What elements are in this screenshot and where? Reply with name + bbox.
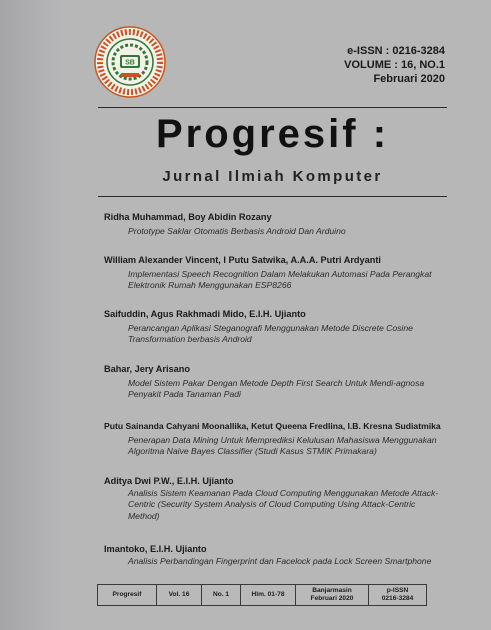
cover-footer-table [97,584,427,606]
top-divider [98,107,447,108]
issn-block [344,44,445,86]
article-authors: Putu Sainanda Cahyani Moonallika, Ketut Queena Fredlina, I.B. Kresna Sudiatmika [104,421,441,431]
footer-journal: Progresif [98,585,157,606]
article-entry [104,308,444,346]
article-authors: Saifuddin, Agus Rakhmadi Mido, E.I.H. Ujianto [104,309,306,319]
article-authors: William Alexander Vincent, I Putu Satwika, A.A.A. Putri Ardyanti [104,255,381,265]
seal-logo-icon [94,26,166,98]
article-authors: Bahar, Jery Arisano [104,364,190,374]
date-line: Februari 2020 [373,73,445,85]
article-title: Model Sistem Pakar Dengan Metode Depth First Search Untuk Mendi-agnosa Penyakit Pada Tanaman Padi [128,378,425,400]
article-entry [104,475,444,522]
article-authors: Aditya Dwi P.W., E.I.H. Ujianto [104,476,234,486]
article-authors: Ridha Muhammad, Boy Abidin Rozany [104,212,272,222]
svg-text:SB: SB [125,59,135,67]
footer-pages: Hlm. 01-78 [241,585,296,606]
footer-pissn-value: 0216-3284 [381,595,414,602]
footer-number: No. 1 [202,585,241,606]
title-divider [98,196,447,197]
footer-pissn [369,585,427,606]
article-entry [104,363,444,401]
article-entry [104,211,444,237]
article-title: Analisis Sistem Keamanan Pada Cloud Computing Menggunakan Metode Attack-Centric (Security System Analysis of Cloud Computing Using Attack-Centric Method) [128,488,439,521]
footer-place: Banjarmasin [312,587,352,594]
article-entry [104,543,444,567]
article-authors: Imantoko, E.I.H. Ujianto [104,544,207,554]
issn-line: e-ISSN : 0216-3284 [347,45,445,57]
article-entry [104,254,444,292]
footer-pissn-label: p-ISSN [386,587,409,594]
footer-place-date [296,585,369,606]
volume-line: VOLUME : 16, NO.1 [344,59,445,71]
article-title: Implementasi Speech Recognition Dalam Melakukan Automasi Pada Perangkat Elektronik Rumah Menggunakan ESP8266 [128,269,432,291]
journal-subtitle: Jurnal Ilmiah Komputer [162,168,383,185]
journal-title: Progresif : [155,112,390,156]
cover-spine [0,0,62,630]
article-title: Analisis Perbandingan Fingerprint dan Facelock pada Lock Screen Smartphone [128,556,432,566]
article-title: Prototype Saklar Otomatis Berbasis Android Dan Arduino [128,226,346,236]
footer-volume: Vol. 16 [157,585,202,606]
footer-date: Februari 2020 [310,595,354,602]
article-entry [104,420,464,458]
article-title: Penerapan Data Mining Untuk Memprediksi Kelulusan Mahasiswa Menggunakan Algoritma Naive Bayes Classifier (Studi Kasus STMIK Primakara) [128,435,437,457]
article-title: Perancangan Aplikasi Steganografi Menggunakan Metode Discrete Cosine Transformation berbasis Android [128,323,413,345]
